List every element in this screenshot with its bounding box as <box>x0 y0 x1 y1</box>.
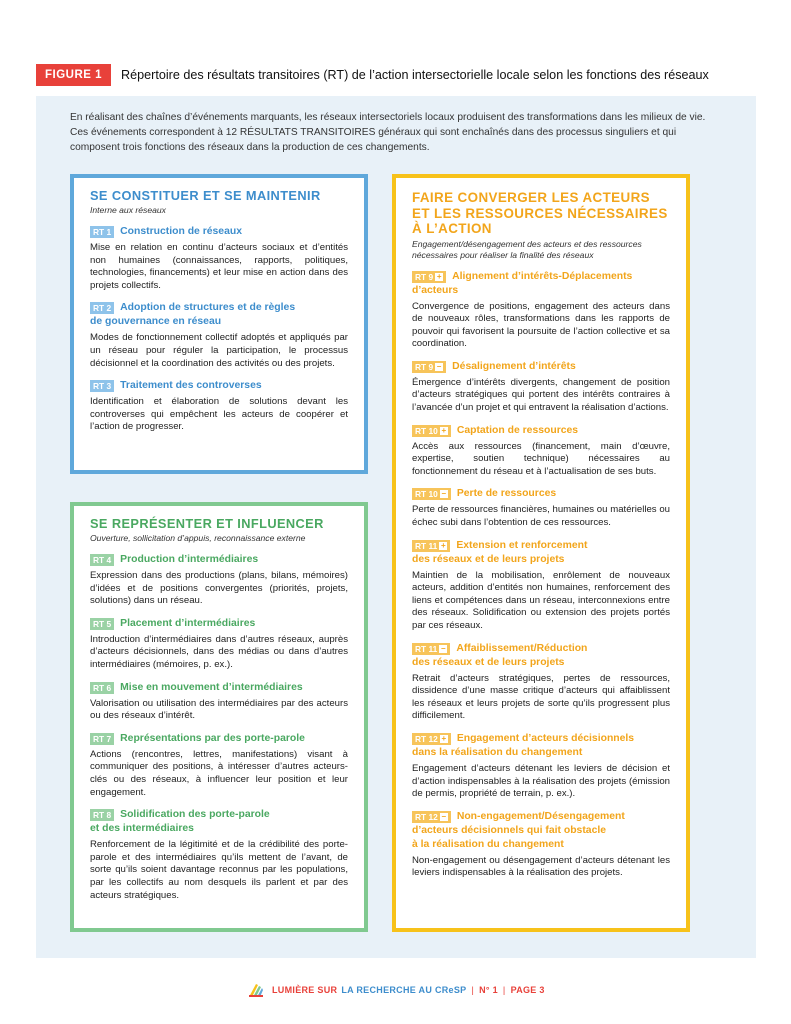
rt-title: Solidification des porte-parole <box>120 809 270 821</box>
rt-title-continued: à la réalisation du changement <box>412 838 564 850</box>
rt-tag: RT 5 <box>90 618 114 630</box>
rt-tag: RT 10 – <box>412 488 451 500</box>
rt-tag: RT 9 – <box>412 361 446 373</box>
rt-tag: RT 11 + <box>412 540 450 552</box>
rt-title: Désalignement d’intérêts <box>452 360 576 372</box>
page-footer <box>248 982 545 998</box>
rt-description: Engagement d’acteurs détenant les leviers de décision et d’action indispensables à la réalisation des projets (émission de permis, propriété de terrain, p. ex.). <box>412 762 670 800</box>
rt-description: Actions (rencontres, lettres, manifestations) visant à communiquer des positions, à intéresser d’autres acteurs-clés ou des réseaux, à influencer leur position et leur engagement. <box>90 748 348 798</box>
rt-title-continued: des réseaux et de leurs projets <box>412 553 565 565</box>
section-subtitle: Interne aux réseaux <box>90 205 166 215</box>
rt-description: Introduction d’intermédiaires dans d’autres réseaux, auprès d’acteurs décisionnels, dans des médias ou dans d’autres intermédiaires (mémoires, p. ex.). <box>90 633 348 670</box>
rt-title: Production d’intermédiaires <box>120 554 259 565</box>
section-title: FAIRE CONVERGER LES ACTEURS ET LES RESSOURCES NÉCESSAIRES À L’ACTION <box>412 190 668 236</box>
rt-title: Captation de ressources <box>456 424 579 436</box>
rt-title: Affaiblissement/Réduction <box>456 642 588 654</box>
rt-description: Accès aux ressources (financement, main d’œuvre, expertise, soutien technique) nécessaires au fonctionnement du réseau et à l’actualisation de ses buts. <box>412 440 670 477</box>
cresp-logo-icon <box>248 982 264 998</box>
rt-description: Retrait d’acteurs stratégiques, pertes de ressources, dissidence d’une masse critique d’acteurs qui affaiblissent les réseaux et leurs projets de sorte qu’ils progressent plus difficilement. <box>412 672 670 722</box>
rt-description: Renforcement de la légitimité et de la crédibilité des porte-parole et des intermédiaires qu’ils mettent de l’avant, de sorte qu’ils soient davantage reconnus par les populations, par les collectifs au nom desquels ils parlent et par des acteurs stratégiques. <box>90 839 348 901</box>
rt-title-continued: des réseaux et de leurs projets <box>412 656 565 668</box>
plus-icon: + <box>441 733 447 743</box>
rt-title: Extension et renforcement <box>456 539 588 551</box>
section-subtitle: Ouverture, sollicitation d’appuis, reconnaissance externe <box>90 533 306 543</box>
rt-title: Construction de réseaux <box>120 226 242 237</box>
rt-description: Modes de fonctionnement collectif adoptés et appliqués par un réseau pour réguler la participation, le processus décisionnel et la coordination des activités ou des projets. <box>90 332 348 369</box>
rt-item <box>90 808 348 902</box>
rt-description: Valorisation ou utilisation des intermédiaires par des acteurs ou des réseaux d’intérêt. <box>90 697 348 722</box>
rt-tag: RT 2 <box>90 302 114 314</box>
footer-publication-part-b: LA RECHERCHE AU CReSP <box>341 985 467 995</box>
minus-icon: – <box>441 811 447 821</box>
rt-tag: RT 11 – <box>412 643 450 655</box>
rt-tag: RT 7 <box>90 733 114 745</box>
rt-title: Non-engagement/Désengagement <box>456 810 625 822</box>
rt-title: Adoption de structures et de règles <box>120 302 296 314</box>
rt-title-continued: dans la réalisation du changement <box>412 746 583 758</box>
rt-title: Traitement des controverses <box>120 380 262 392</box>
rt-item <box>90 225 348 292</box>
rt-title: Alignement d’intérêts-Déplacements <box>452 270 633 282</box>
rt-item <box>412 642 670 723</box>
rt-item <box>412 539 670 633</box>
footer-page-number: PAGE 3 <box>510 985 545 995</box>
rt-tag: RT 4 <box>90 554 114 566</box>
rt-title-continued: de gouvernance en réseau <box>90 316 222 328</box>
footer-publication-part-a: LUMIÈRE SUR <box>272 985 338 995</box>
figure-tag: FIGURE 1 <box>36 64 111 86</box>
rt-tag: RT 1 <box>90 226 114 238</box>
rt-title: Placement d’intermédiaires <box>120 617 256 629</box>
rt-title: Perte de ressources <box>456 488 557 500</box>
minus-icon: – <box>441 643 446 653</box>
plus-icon: + <box>441 540 446 550</box>
section-title: SE REPRÉSENTER ET INFLUENCER <box>90 516 324 531</box>
box-se-representer <box>70 502 368 932</box>
rt-item <box>90 379 348 434</box>
rt-tag: RT 6 <box>90 682 114 694</box>
section-subtitle: Engagement/désengagement des acteurs et des ressources nécessaires pour réaliser la finalité des réseaux <box>412 238 642 260</box>
rt-item <box>90 301 348 370</box>
minus-icon: – <box>441 489 447 499</box>
rt-tag: RT 3 <box>90 380 114 392</box>
rt-item <box>412 487 670 529</box>
rt-tag: RT 8 <box>90 809 114 821</box>
box-se-constituer <box>70 174 368 474</box>
rt-description: Perte de ressources financières, humaines ou matérielles ou échec subi dans l’obtention de ces ressources. <box>412 504 670 529</box>
footer-separator: | <box>471 985 475 995</box>
rt-title-continued: d’acteurs <box>412 284 459 296</box>
rt-item <box>90 681 348 723</box>
plus-icon: + <box>441 425 447 435</box>
footer-issue: N° 1 <box>479 985 498 995</box>
rt-title-continued: d’acteurs décisionnels qui fait obstacle <box>412 824 607 836</box>
rt-tag: RT 10 + <box>412 425 451 437</box>
figure-panel <box>36 96 756 958</box>
rt-item <box>90 617 348 672</box>
rt-description: Émergence d’intérêts divergents, changement de position d’acteurs stratégiques qui portent des intérêts contraires à l’avancée d’un projet et qui entravent la réalisation d’actions. <box>412 376 670 414</box>
rt-item <box>412 810 670 880</box>
rt-description: Convergence de positions, engagement des acteurs dans de nouveaux rôles, transformations dans les rapports de pouvoir qui favorisent la poursuite de l’action collective et sa coordination. <box>412 300 670 350</box>
rt-description: Identification et élaboration de solutions devant les controverses qui empêchent les acteurs de coopérer et l’action de progresser. <box>90 396 348 433</box>
footer-separator: | <box>502 985 506 995</box>
rt-item <box>90 732 348 799</box>
rt-item <box>412 732 670 801</box>
rt-item <box>412 424 670 479</box>
section-title: SE CONSTITUER ET SE MAINTENIR <box>90 188 321 203</box>
rt-title: Engagement d’acteurs décisionnels <box>456 732 635 744</box>
rt-item <box>412 270 670 351</box>
figure-title: Répertoire des résultats transitoires (RT) de l’action intersectorielle locale selon les fonctions des réseaux <box>121 68 709 82</box>
rt-tag: RT 9 + <box>412 271 446 283</box>
rt-item <box>412 360 670 415</box>
rt-tag: RT 12 – <box>412 811 451 823</box>
rt-description: Non-engagement ou désengagement d’acteurs détenant les leviers indispensables à la réalisation des projets. <box>412 854 670 879</box>
rt-title-continued: et des intermédiaires <box>90 823 194 835</box>
rt-description: Mise en relation en continu d’acteurs sociaux et d’entités non humaines (connaissances, rapports, politiques, technologies, financements) et leur mise en action dans des projets collectifs. <box>90 242 348 291</box>
minus-icon: – <box>436 361 442 371</box>
rt-title: Mise en mouvement d’intermédiaires <box>120 681 303 693</box>
figure-header <box>36 62 756 88</box>
rt-title: Représentations par des porte-parole <box>120 732 305 744</box>
box-faire-converger <box>392 174 690 932</box>
rt-item <box>90 553 348 608</box>
rt-description: Expression dans des productions (plans, bilans, mémoires) d’idées et de positions convergentes (priorités, projets, solutions) dans un réseau. <box>90 570 348 607</box>
plus-icon: + <box>436 271 442 281</box>
rt-description: Maintien de la mobilisation, enrôlement de nouveaux acteurs, addition d’entités non humaines, renforcement des liens et compétences dans un réseau, interconnexions entre des réseaux. Solidification ou extension des projets portés par ces réseaux. <box>412 569 670 631</box>
rt-tag: RT 12 + <box>412 733 451 745</box>
intro-paragraph: En réalisant des chaînes d’événements marquants, les réseaux intersectoriels locaux produisent des transformations dans les milieux de vie. Ces événements correspondent à 12 RÉSULTATS TRANSITOIRES généraux qui sont enchaînés dans des processus singuliers et qui composent trois fonctions des réseaux dans la production de ces changements. <box>70 112 706 153</box>
